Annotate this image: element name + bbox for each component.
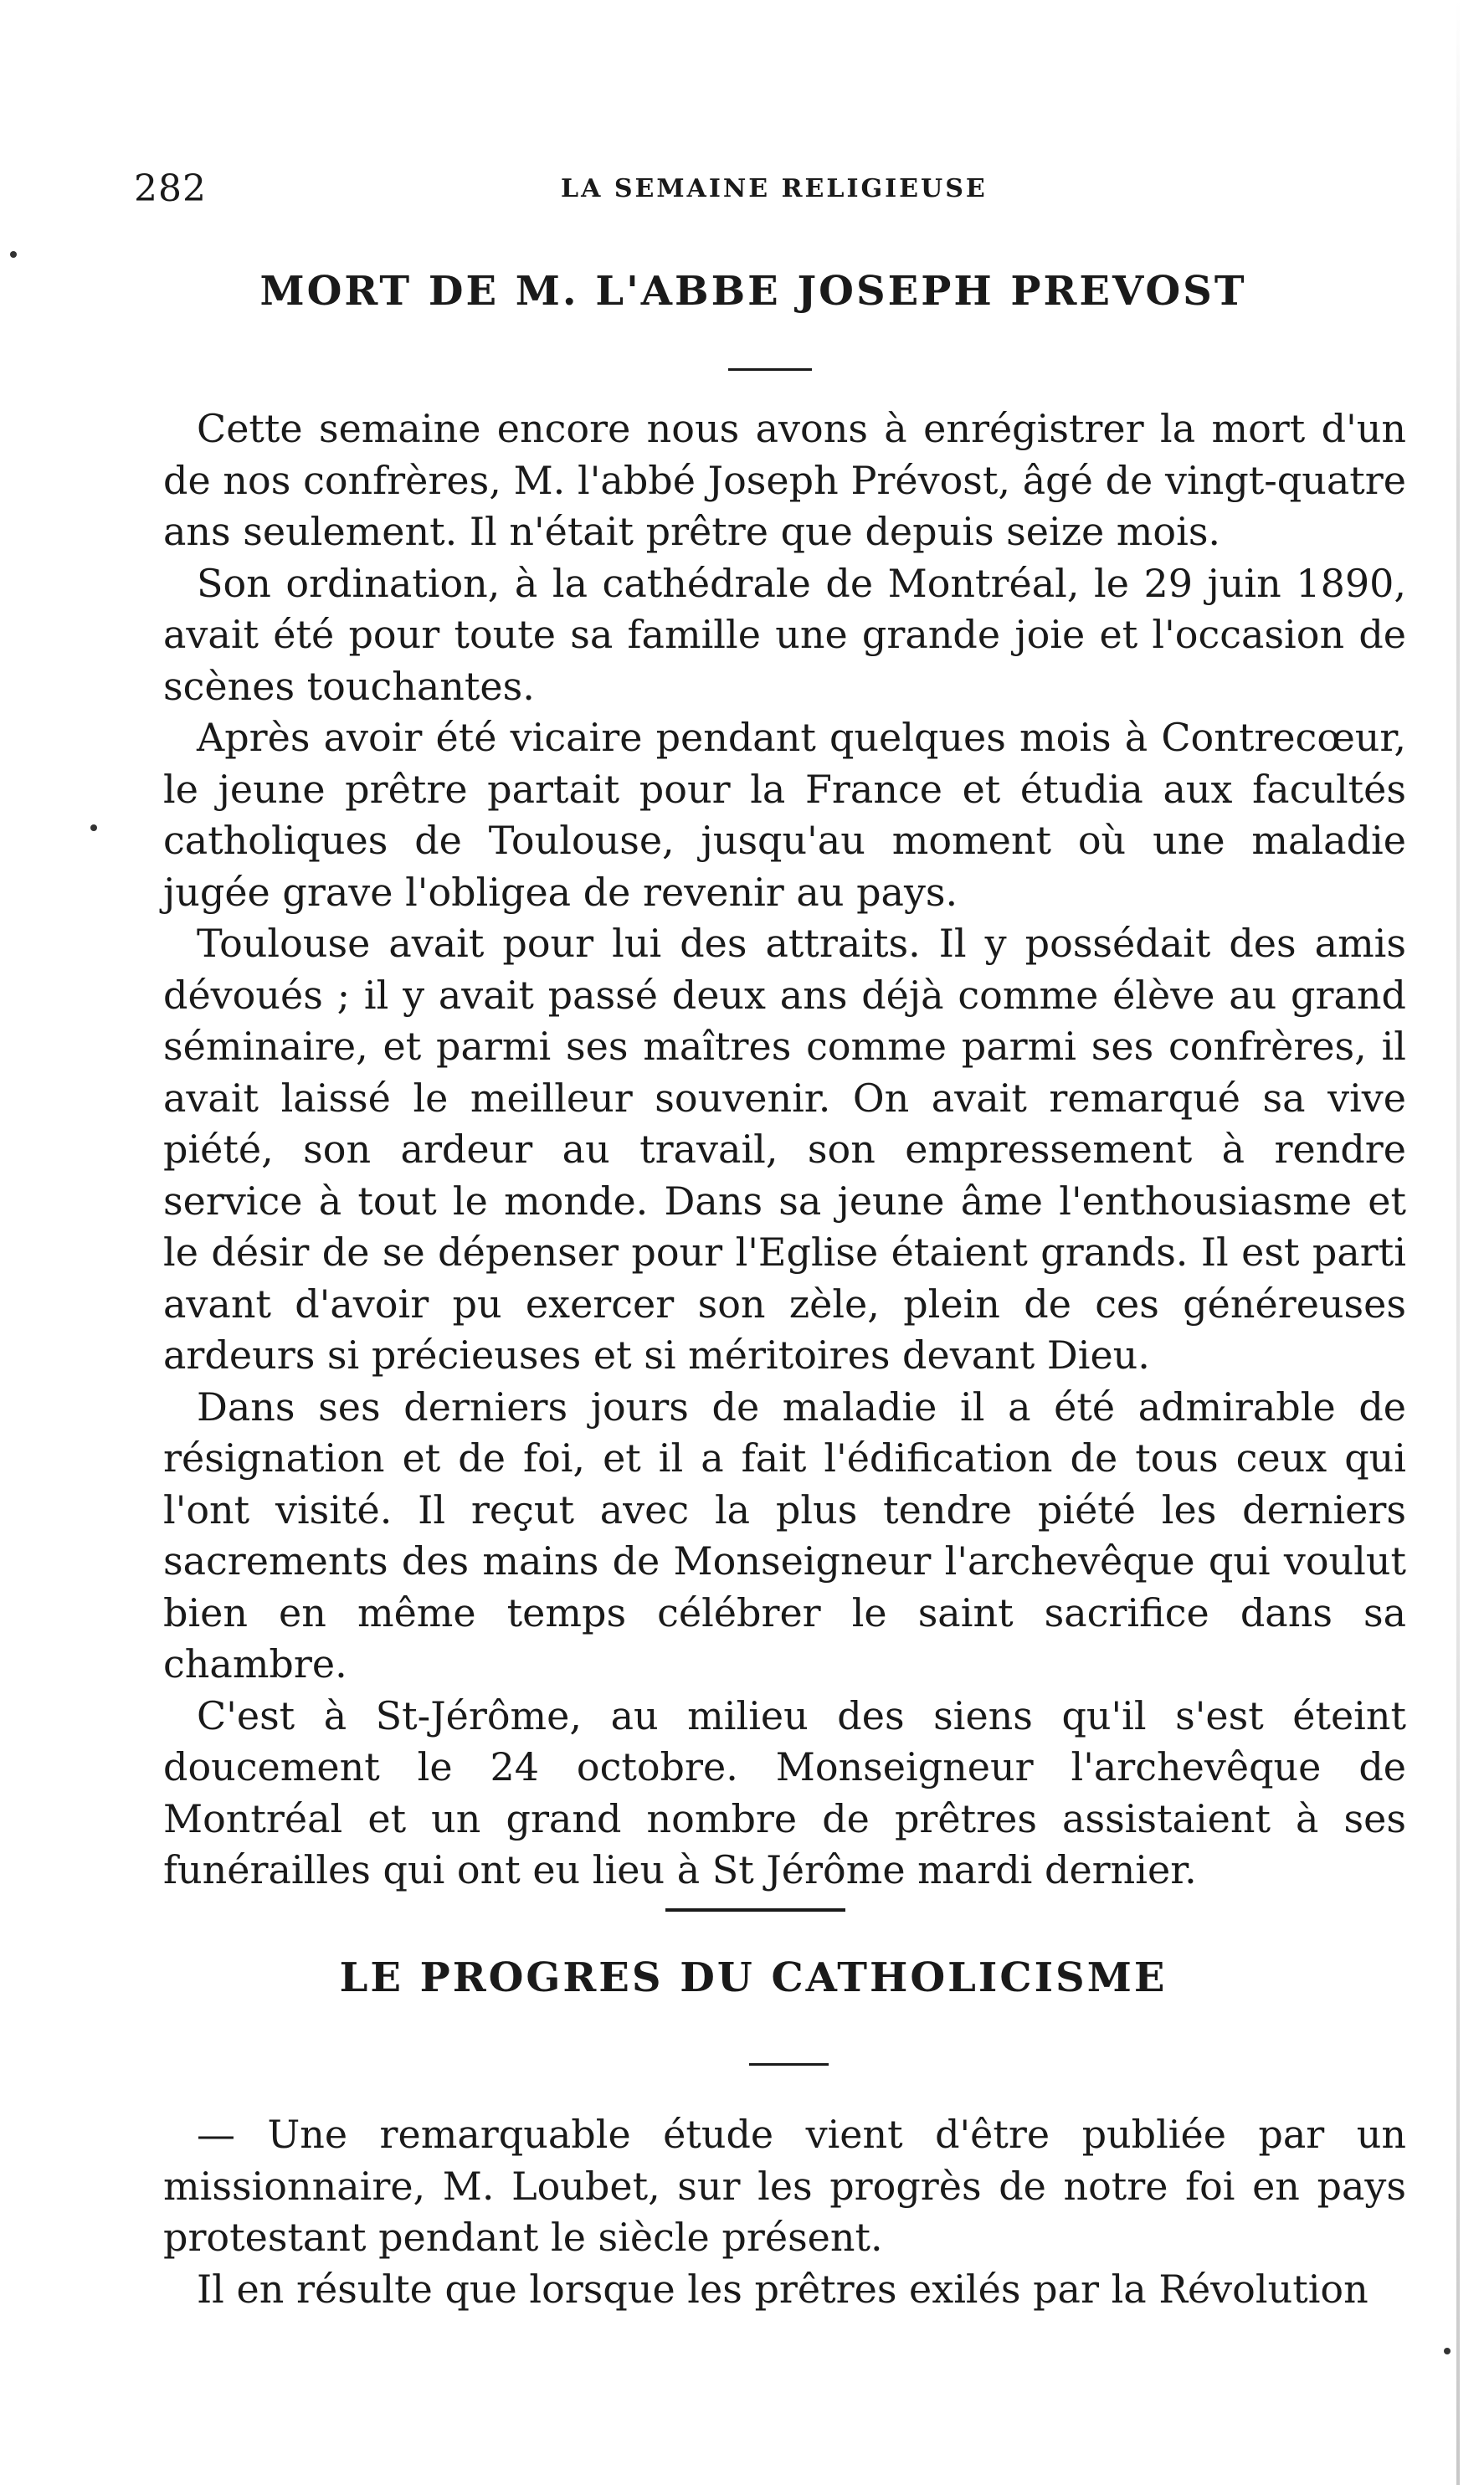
paragraph: Toulouse avait pour lui des attraits. Il y possédait des amis dévoués ; il y avait passé deux ans déjà comme élève au grand séminaire, et parmi ses maîtres comme parmi ses confrères, il avait laissé le meilleur souvenir. On avait remarqué sa vive piété, son ardeur au travail, son empressement à rendre service à tout le monde. Dans sa jeune âme l'enthousiasme et le désir de se dépenser pour l'Eglise étaient grands. Il est parti avant d'avoir pu exercer son zèle, plein de ces généreuses ardeurs si précieuses et si méritoires devant Dieu. [163, 921, 1406, 1378]
article-title-catholicisme: LE PROGRES DU CATHOLICISME [339, 1954, 1168, 2001]
paragraph: Après avoir été vicaire pendant quelques mois à Contrecœur, le jeune prêtre partait pour la France et étudia aux facultés catholiques de Toulouse, jusqu'au moment où une maladie jugée grave l'obligea de revenir au pays. [163, 715, 1406, 915]
paragraph: Son ordination, à la cathédrale de Montréal, le 29 juin 1890, avait été pour toute sa famille une grande joie et l'occasion de scènes touchantes. [163, 560, 1406, 709]
journal-name: LA SEMAINE RELIGIEUSE [561, 174, 988, 203]
paragraph: C'est à St-Jérôme, au milieu des siens qu'il s'est éteint doucement le 24 octobre. Monseigneur l'archevêque de Montréal et un grand nombre de prêtres assistaient à ses funérailles qui ont eu lieu à St Jérôme mardi dernier. [163, 1692, 1406, 1892]
scan-speck [10, 251, 17, 258]
article-body-catholicisme [163, 2109, 1406, 2315]
article-body-prevost [163, 403, 1406, 1897]
scan-speck [1444, 2348, 1451, 2354]
section-divider [665, 1908, 845, 1912]
scan-speck [90, 824, 97, 831]
scan-edge-shadow [1456, 0, 1460, 2485]
paragraph: Il en résulte que lorsque les prêtres exilés par la Révolution [197, 2266, 1368, 2312]
title-rule [728, 368, 812, 371]
title-rule [749, 2063, 829, 2066]
paragraph: — Une remarquable étude vient d'être publiée par un missionnaire, M. Loubet, sur les progrès de notre foi en pays protestant pendant le siècle présent. [163, 2112, 1406, 2260]
article-title-prevost: MORT DE M. L'ABBE JOSEPH PREVOST [259, 268, 1247, 315]
running-head [134, 167, 1406, 218]
paragraph: Cette semaine encore nous avons à enrégistrer la mort d'un de nos confrères, M. l'abbé Joseph Prévost, âgé de vingt-quatre ans seulement. Il n'était prêtre que depuis seize mois. [163, 406, 1406, 554]
paragraph: Dans ses derniers jours de maladie il a été admirable de résignation et de foi, et il a fait l'édification de tous ceux qui l'ont visité. Il reçut avec la plus tendre piété les derniers sacrements des mains de Monseigneur l'archevêque qui voulut bien en même temps célébrer le saint sacrifice dans sa chambre. [163, 1384, 1406, 1687]
page-number: 282 [134, 167, 207, 210]
